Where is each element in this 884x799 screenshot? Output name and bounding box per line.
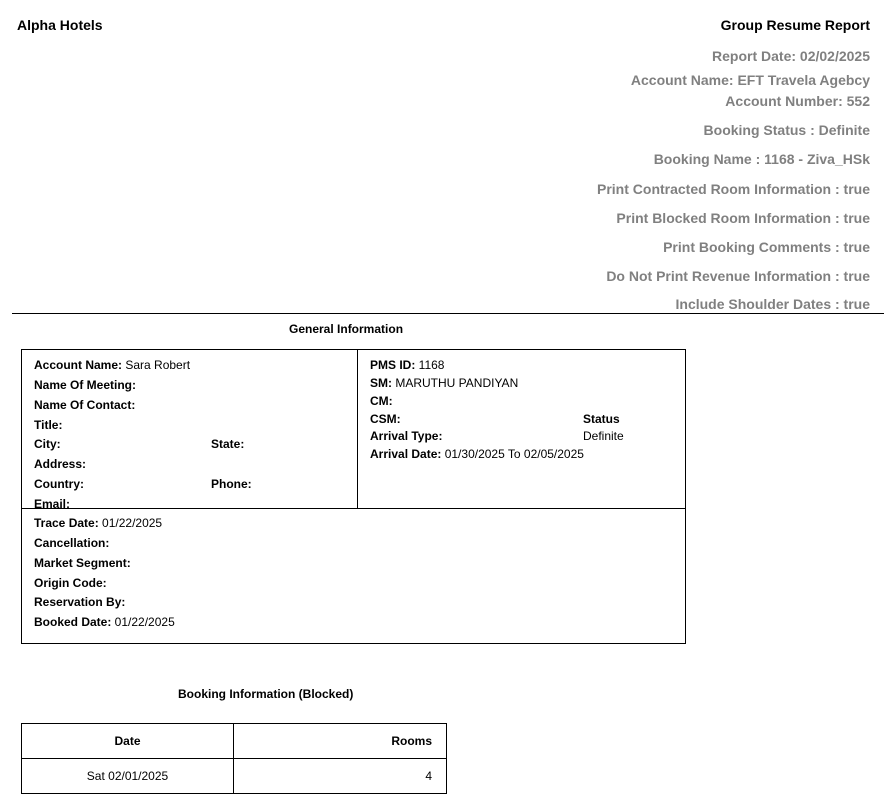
- field-trace-date: Trace Date: 01/22/2025: [34, 516, 163, 530]
- field-country: Country:: [34, 477, 84, 491]
- report-title: Group Resume Report: [720, 17, 870, 33]
- field-sm: SM: MARUTHU PANDIYAN: [370, 376, 519, 390]
- meta-booking-name: Booking Name : 1168 - Ziva_HSk: [653, 151, 870, 167]
- field-title: Title:: [34, 418, 63, 432]
- meta-booking-status: Booking Status : Definite: [703, 122, 870, 138]
- field-reservation-by: Reservation By:: [34, 595, 126, 609]
- field-phone: Phone:: [211, 477, 252, 491]
- field-city: City:: [34, 437, 61, 451]
- field-arrival-date: Arrival Date: 01/30/2025 To 02/05/2025: [370, 447, 584, 461]
- meta-print-comments: Print Booking Comments : true: [663, 239, 870, 255]
- field-cm: CM:: [370, 394, 393, 408]
- meta-print-blocked: Print Blocked Room Information : true: [616, 210, 870, 226]
- field-state: State:: [211, 437, 245, 451]
- field-account-name: Account Name: Sara Robert: [34, 358, 191, 372]
- field-status-label: Status: [583, 412, 620, 426]
- field-csm: CSM:: [370, 412, 401, 426]
- header-divider: [12, 313, 884, 314]
- column-header-rooms: Rooms: [234, 724, 447, 759]
- field-email: Email:: [34, 497, 71, 509]
- table-row: [22, 759, 447, 794]
- general-info-left-panel: [22, 350, 358, 509]
- field-pms-id: PMS ID: 1168: [370, 358, 445, 372]
- cell-date: Sat 02/01/2025: [22, 759, 234, 794]
- meta-report-date: Report Date: 02/02/2025: [712, 48, 870, 64]
- general-information-box: [21, 349, 686, 644]
- general-info-right-panel: [358, 350, 685, 509]
- company-name: Alpha Hotels: [17, 17, 103, 33]
- meta-print-contracted: Print Contracted Room Information : true: [597, 181, 870, 197]
- field-name-of-meeting: Name Of Meeting:: [34, 378, 137, 392]
- column-header-date: Date: [22, 724, 234, 759]
- meta-account-name: Account Name: EFT Travela Agebcy: [630, 72, 870, 88]
- meta-no-revenue: Do Not Print Revenue Information : true: [606, 268, 870, 284]
- cell-rooms: 4: [234, 759, 447, 794]
- booking-blocked-table: [21, 723, 447, 794]
- field-status-value: Definite: [583, 429, 624, 443]
- field-cancellation: Cancellation:: [34, 536, 110, 550]
- meta-shoulder-dates: Include Shoulder Dates : true: [675, 296, 870, 312]
- general-information-title: General Information: [289, 322, 404, 336]
- field-arrival-type: Arrival Type:: [370, 429, 443, 443]
- meta-account-number: Account Number: 552: [725, 93, 870, 109]
- table-header-row: [22, 724, 447, 759]
- field-origin-code: Origin Code:: [34, 576, 107, 590]
- field-name-of-contact: Name Of Contact:: [34, 398, 136, 412]
- general-info-bottom-panel: [22, 509, 685, 643]
- field-booked-date: Booked Date: 01/22/2025: [34, 615, 175, 629]
- field-address: Address:: [34, 457, 87, 471]
- booking-information-title: Booking Information (Blocked): [178, 687, 354, 701]
- field-market-segment: Market Segment:: [34, 556, 131, 570]
